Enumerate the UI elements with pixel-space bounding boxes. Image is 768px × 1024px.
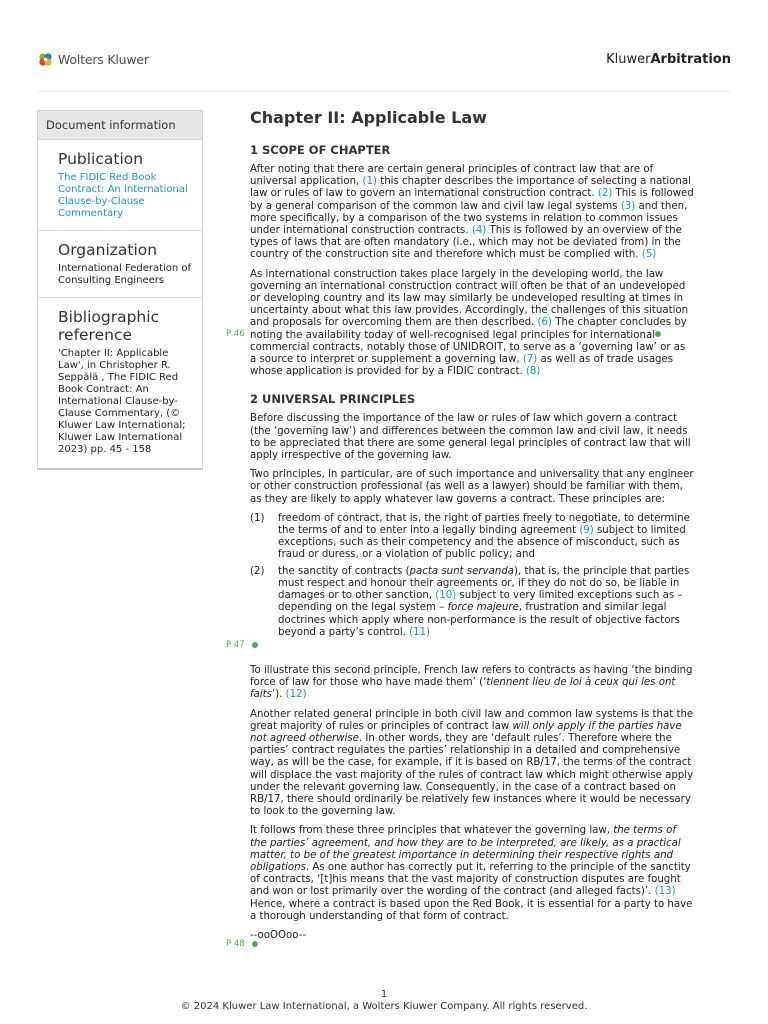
section-heading-scope: 1 SCOPE OF CHAPTER	[250, 143, 391, 157]
list-item	[250, 566, 694, 639]
organization-section	[38, 231, 202, 298]
text-run: ’).	[271, 689, 286, 701]
italic-text: tiennent lieu de loi à ceux qui les ont faits	[250, 677, 676, 701]
text-run: the sanctity of contracts (	[278, 565, 410, 577]
chapter-title: Chapter II: Applicable Law	[250, 108, 487, 127]
page-number: 1	[380, 989, 388, 1000]
bibliographic-title: Bibliographic reference	[58, 308, 160, 344]
list-text	[278, 513, 694, 562]
text-run: Hence, where a contract is based upon the Red Book, it is essential for a party to have a thorough understanding of that form of contract.	[250, 898, 693, 922]
footnote-link[interactable]: (5)	[641, 249, 657, 261]
brand-prefix: Kluwer	[606, 52, 651, 67]
text-run: This is followed by a general comparison of the common law and civil law legal systems	[250, 188, 694, 212]
bibliographic-section	[38, 298, 202, 468]
text-run: It follows from these three principles that whatever the governing law,	[250, 825, 614, 837]
text-run: . As one author has correctly put it, referring to the principle of the sanctity of contracts, ‘[t]his means that the vast majority of construction disputes are fought and won or lost primarily over the wording of the contract (and alleged facts)’.	[250, 861, 691, 898]
document-info-panel	[37, 110, 203, 470]
footnote-link[interactable]: (10)	[435, 590, 457, 602]
paragraph	[250, 469, 694, 506]
italic-text: the terms of the parties’ agreement, and how they are to be interpreted, are likely, as a practical matter, to be of the greatest importance in determining their respective rights and obligations	[250, 825, 681, 873]
footnote-link[interactable]: (11)	[409, 626, 431, 638]
publication-section	[38, 140, 202, 231]
text-run: and then, more specifically, by a comparison of the two systems in relation to common issues under international construction contracts.	[250, 200, 688, 237]
text-run: ), that is, the principle that parties must respect and honour their agreements or, if they do not do so, be liable in damages or to other sanction,	[278, 565, 690, 602]
page-marker: P 46	[226, 329, 245, 339]
footnote-link[interactable]: (9)	[579, 525, 594, 537]
paragraph	[250, 269, 694, 379]
document-body	[250, 108, 694, 949]
page-marker-dot	[252, 941, 258, 947]
text-run: To illustrate this second principle, French law refers to contracts as having ‘the binding force of law for those who have made them’ (‘	[250, 664, 693, 689]
organization-text: International Federation of Consulting Engineers	[58, 263, 192, 286]
italic-text: force majeure	[447, 602, 519, 614]
text-run: subject to very limited exceptions such as – depending on the legal system –	[278, 590, 683, 614]
publication-link[interactable]: The FIDIC Red Book Contract: An International Clause-by-Clause Commentary	[58, 172, 188, 219]
text-run: this chapter describes the importance of selecting a national law or rules of law to govern an international construction contract.	[250, 176, 691, 200]
text-run: freedom of contract, that is, the right of parties freely to negotiate, to determine the terms of and to enter into a legally binding agreement	[278, 512, 690, 537]
footnote-link[interactable]: (7)	[522, 354, 538, 366]
footnote-link[interactable]: (2)	[597, 188, 613, 200]
text-run: The chapter concludes by noting the availability today of well-recognised legal principles for international commercial contracts, notably those of UNIDROIT, to serve as a ‘governing law’ or as a source to interpret or supplement a governing law,	[250, 317, 687, 366]
page-marker: P 47	[226, 640, 245, 650]
bibliographic-text: 'Chapter II: Applicable Law', in Christopher R. Seppälä , The FIDIC Red Book Contract: An International Clause-by-Clause Commentary, (© Kluwer Law International; Kluwer Law International 2023) pp. 45 - 158	[58, 348, 186, 455]
list-number: (1)	[250, 512, 265, 524]
paragraph	[250, 665, 694, 702]
text-run: . In other words, they are ‘default rules’. Therefore where the parties’ contract regulates the parties’ relationship in a detailed and comprehensive way, as will be the case, for example, if it is based on RB/17, the terms of the contract will displace the vast majority of the rules of contract law which might otherwise apply under the relevant governing law. Consequently, in the case of a contract based on RB/17, there should ordinarily be relatively few instances where it would be necessary to look to the governing law.	[250, 732, 694, 818]
text-run: Two principles, in particular, are of such importance and universality that any engineer or other construction professional (as well as a lawyer) should be familiar with them, as they are likely to apply whatever law governs a contract. These principles are:	[250, 469, 694, 505]
text-run: After noting that there are certain general principles of contract law that are of universal application,	[250, 164, 654, 188]
copyright-notice: © 2024 Kluwer Law International, a Wolters Kluwer Company. All rights reserved.	[180, 1001, 588, 1012]
wolters-kluwer-logo-icon	[37, 51, 54, 68]
wolters-kluwer-logo[interactable]	[37, 51, 149, 68]
paragraph	[250, 825, 694, 923]
footnote-link[interactable]: (6)	[537, 317, 552, 329]
text-run: As international construction takes place largely in the developing world, the law governing an international construction contract will often be that of an undeveloped or developing country and its law may similarly be undeveloped resulting at times in uncertainty about what this law provides. Accordingly, the challenges of this situation and proposals for overcoming them are then described.	[250, 268, 689, 329]
organization-title: Organization	[58, 241, 158, 259]
italic-text: pacta sunt servanda	[409, 565, 514, 577]
footnote-link[interactable]: (8)	[525, 366, 541, 378]
page-marker: P 48	[226, 939, 245, 949]
footnote-link[interactable]: (4)	[471, 225, 487, 237]
italic-text: will only apply if the parties have not agreed otherwise	[250, 720, 682, 744]
text-run: Before discussing the importance of the law or rules of law which govern a contract (the ‘governing law’) and differences between the common law and civil law, it needs to be appreciated that there are some general legal principles of contract law that will apply irrespective of the governing law.	[250, 413, 691, 462]
footnote-link[interactable]: (13)	[654, 886, 676, 898]
brand-bold: Arbitration	[650, 52, 731, 67]
footnote-link[interactable]: (3)	[620, 200, 636, 212]
footnote-link[interactable]: (12)	[285, 689, 307, 701]
list-number: (2)	[250, 565, 265, 577]
list-text	[278, 566, 694, 639]
footnote-link[interactable]: (1)	[362, 176, 377, 188]
text-run: subject to limited exceptions, such as their competency and the absence of misconduct, such as fraud or duress, or a violation of public policy; and	[278, 525, 686, 561]
page-header	[0, 0, 768, 92]
list-item	[250, 513, 694, 562]
text-run: This is followed by an overview of the types of laws that are often mandatory (i.e., which may not be deviated from) in the country of the construction site and therefore which must be complied with.	[250, 225, 682, 261]
header-divider	[37, 91, 731, 92]
text-run: Another related general principle in both civil law and common law systems is that the great majority of rules or principles of contract law	[250, 708, 694, 732]
paragraph	[250, 164, 694, 262]
paragraph	[250, 709, 694, 819]
text-run: , frustration and similar legal doctrines which apply where non-performance is the result of objective factors beyond a party’s control.	[278, 602, 680, 638]
logo-text: Wolters Kluwer	[58, 52, 149, 67]
section-heading-principles: 2 UNIVERSAL PRINCIPLES	[250, 392, 416, 407]
end-mark: --ooOOoo--	[250, 929, 307, 941]
paragraph	[250, 413, 694, 462]
text-run: as well as of trade usages whose application is provided for by a FIDIC contract.	[250, 354, 674, 378]
page-marker-dot	[252, 642, 258, 648]
publication-title: Publication	[58, 150, 144, 168]
document-info-heading: Document information	[38, 111, 202, 140]
kluwer-arbitration-brand[interactable]	[606, 52, 731, 67]
page-marker-dot	[655, 331, 661, 337]
